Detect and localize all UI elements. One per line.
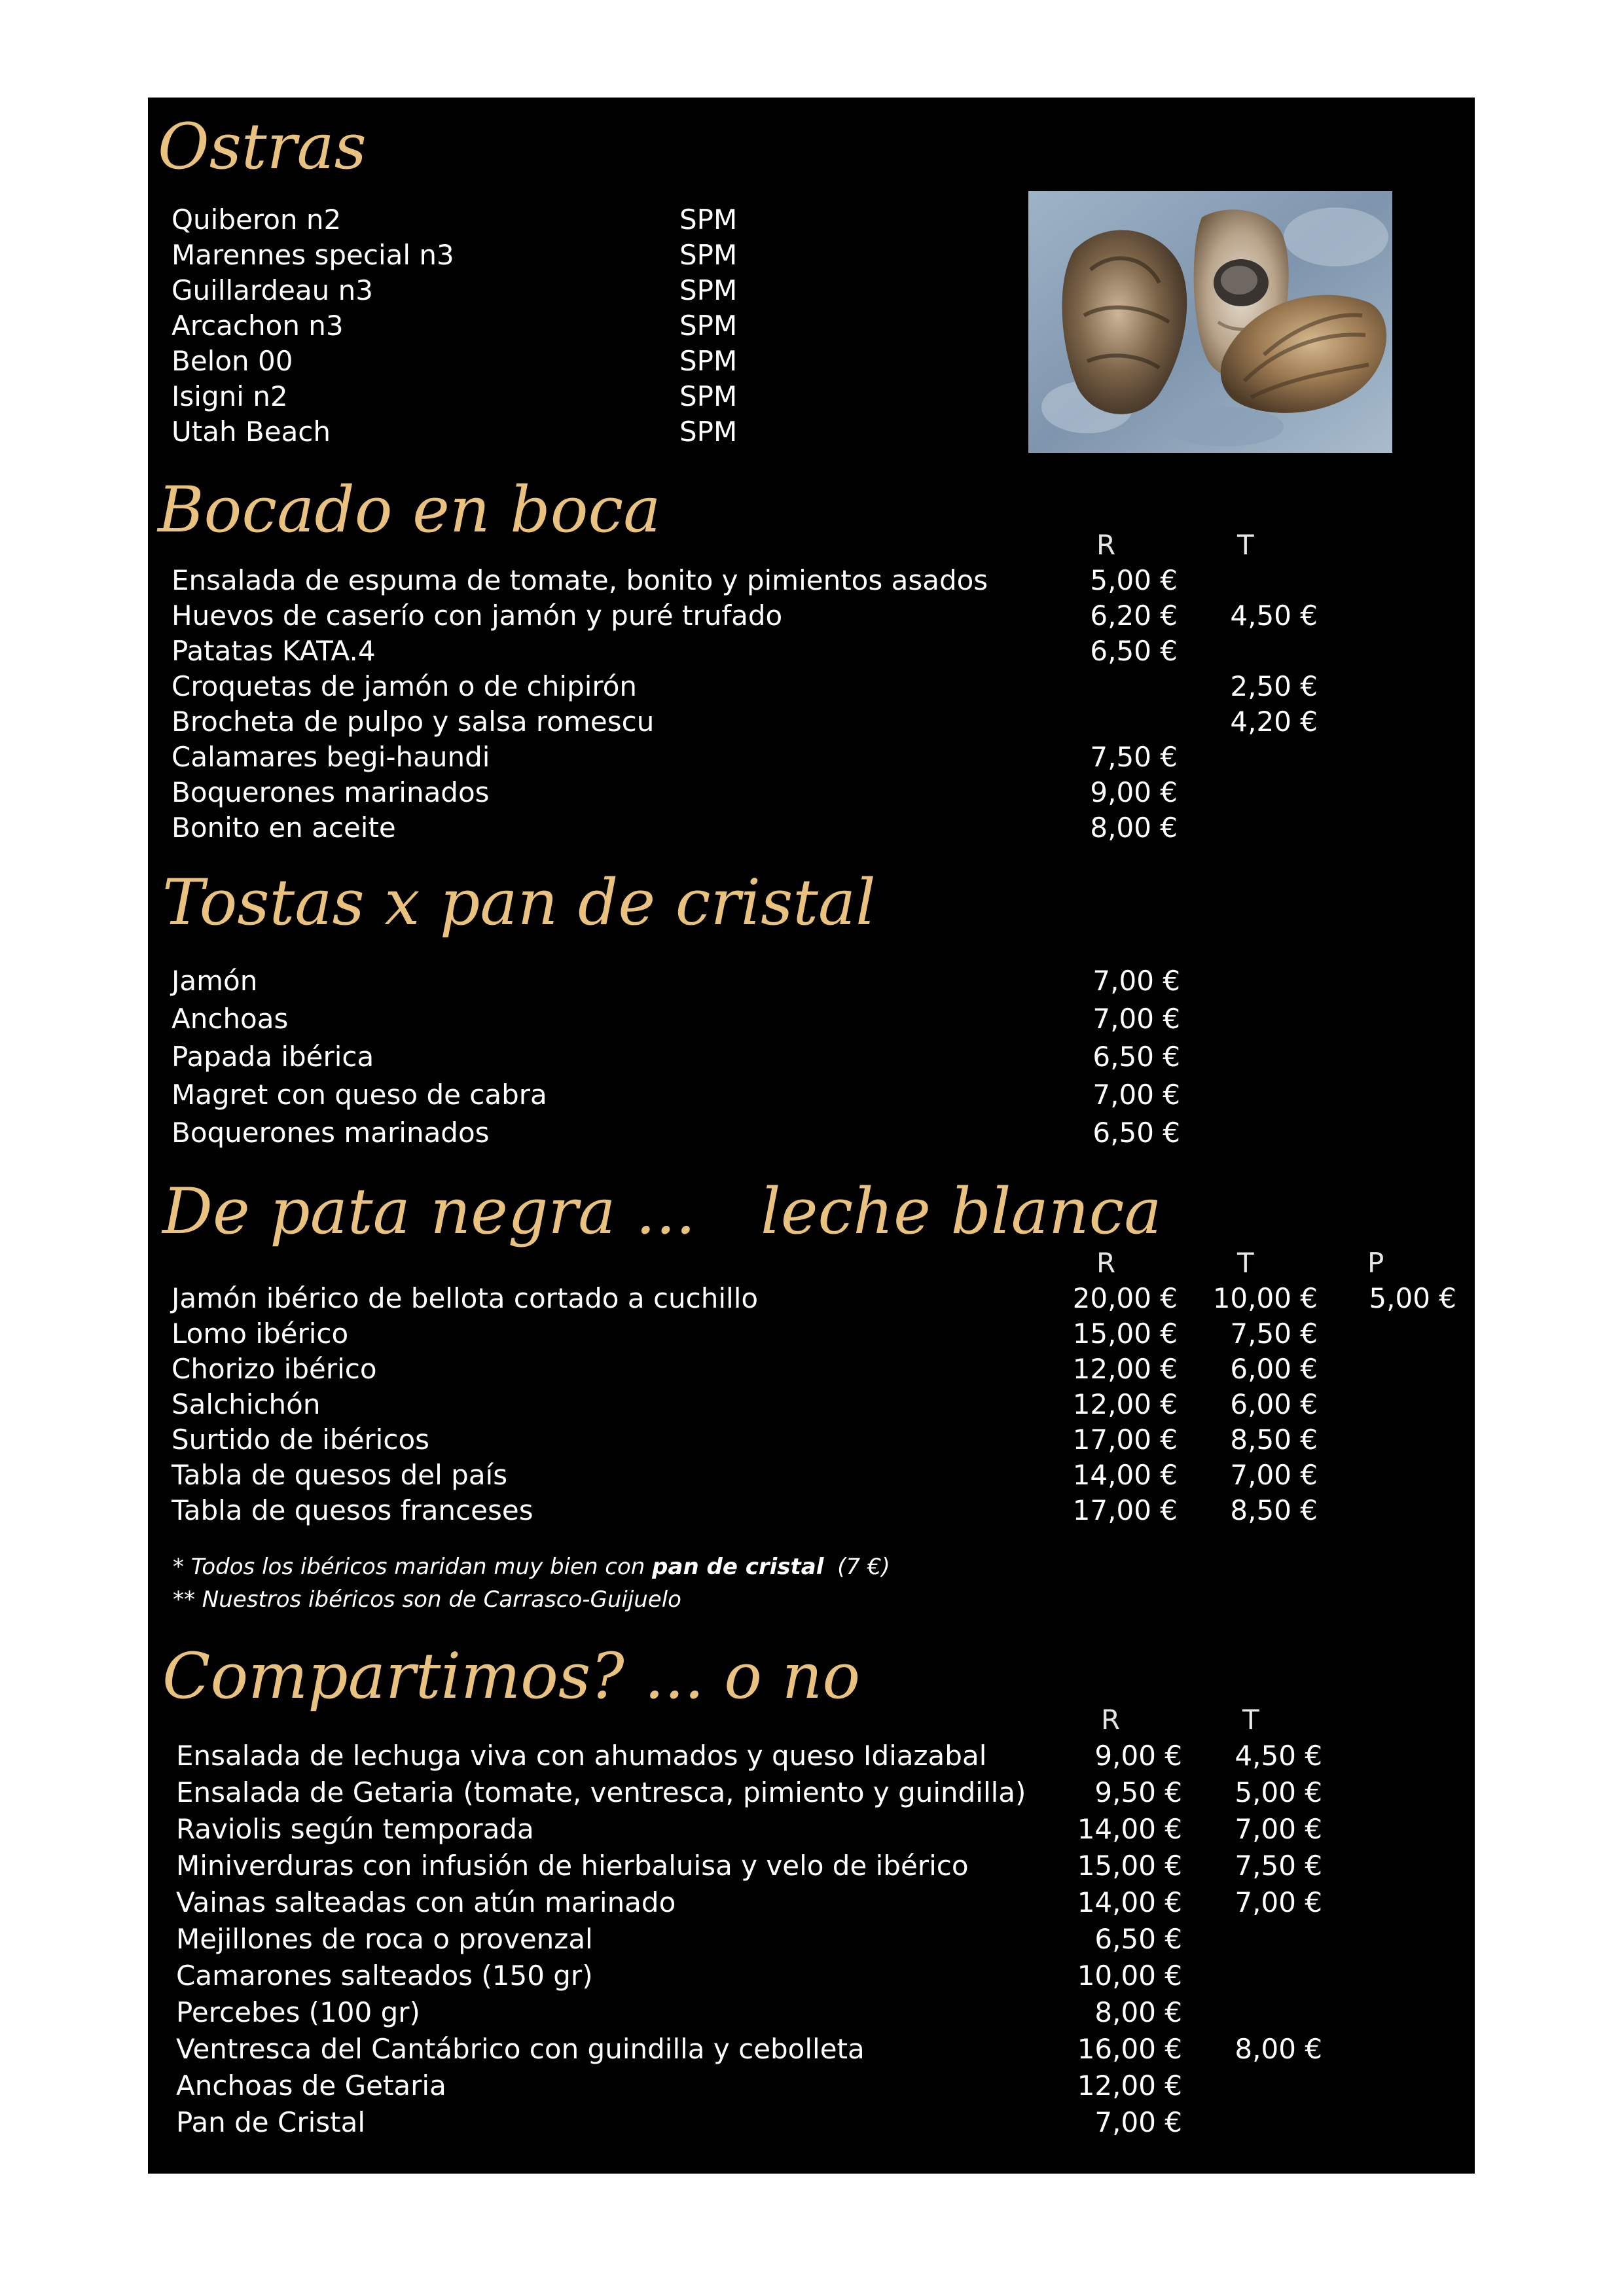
item-name: Ensalada de espuma de tomate, bonito y pimientos asados <box>171 564 988 596</box>
compartimos-row <box>148 1848 1475 1884</box>
price-r: 14,00 € <box>1077 1886 1182 1918</box>
pata-row <box>148 1387 1475 1422</box>
price-t: 8,00 € <box>1235 2033 1322 2065</box>
price-r: 17,00 € <box>1072 1494 1178 1526</box>
price-t: 6,00 € <box>1230 1353 1318 1385</box>
compartimos-row <box>148 1922 1475 1957</box>
price-r: 6,50 € <box>1092 1117 1180 1149</box>
column-header-t: T <box>1237 529 1254 561</box>
tostas-row <box>148 1077 1475 1113</box>
item-name: Brocheta de pulpo y salsa romescu <box>171 706 655 738</box>
price-t: 4,50 € <box>1235 1740 1322 1772</box>
section-title-pata-2: leche blanca <box>761 1175 1162 1248</box>
compartimos-row <box>148 2105 1475 2140</box>
item-name: Boquerones marinados <box>171 1117 490 1149</box>
compartimos-row <box>148 1958 1475 1994</box>
price-t: 5,00 € <box>1235 1776 1322 1808</box>
item-price: SPM <box>679 345 738 377</box>
price-r: 9,00 € <box>1094 1740 1182 1772</box>
item-name: Croquetas de jamón o de chipirón <box>171 670 638 702</box>
compartimos-row <box>148 2068 1475 2104</box>
item-name: Utah Beach <box>171 416 331 448</box>
compartimos-row <box>148 1885 1475 1920</box>
price-r: 16,00 € <box>1077 2033 1182 2065</box>
price-r: 6,50 € <box>1090 635 1178 667</box>
column-header-t: T <box>1237 1247 1254 1279</box>
pata-column-headers <box>148 1246 1475 1281</box>
compartimos-row <box>148 1775 1475 1810</box>
price-r: 6,20 € <box>1090 600 1178 632</box>
pata-row <box>148 1422 1475 1458</box>
menu-panel <box>148 98 1475 2174</box>
pata-row <box>148 1281 1475 1316</box>
item-name: Boquerones marinados <box>171 776 490 808</box>
compartimos-row <box>148 1738 1475 1774</box>
footnote-origen: ** Nuestros ibéricos son de Carrasco-Guijuelo <box>173 1587 681 1613</box>
price-t: 6,00 € <box>1230 1388 1318 1420</box>
price-t: 8,50 € <box>1230 1424 1318 1456</box>
section-title-tostas: Tostas x pan de cristal <box>162 866 876 939</box>
tostas-row <box>148 1115 1475 1151</box>
price-r: 12,00 € <box>1077 2070 1182 2102</box>
item-name: Vainas salteadas con atún marinado <box>176 1886 676 1918</box>
item-name: Mejillones de roca o provenzal <box>176 1923 593 1955</box>
bocado-row <box>148 704 1475 740</box>
price-r: 12,00 € <box>1072 1353 1178 1385</box>
column-header-r: R <box>1101 1704 1121 1736</box>
price-r: 8,00 € <box>1090 812 1178 844</box>
bocado-row <box>148 810 1475 846</box>
item-price: SPM <box>679 416 738 448</box>
tostas-row <box>148 1039 1475 1075</box>
item-name: Anchoas de Getaria <box>176 2070 446 2102</box>
price-r: 14,00 € <box>1077 1813 1182 1845</box>
item-name: Jamón <box>171 965 258 997</box>
bocado-row <box>148 740 1475 775</box>
item-name: Tabla de quesos del país <box>171 1459 508 1491</box>
item-name: Jamón ibérico de bellota cortado a cuchillo <box>171 1282 759 1314</box>
item-price: SPM <box>679 380 738 412</box>
bocado-row <box>148 775 1475 810</box>
price-t: 7,00 € <box>1235 1886 1322 1918</box>
footnote-maridaje <box>173 1552 890 1582</box>
price-t: 7,50 € <box>1235 1850 1322 1882</box>
compartimos-row <box>148 2032 1475 2067</box>
column-header-r: R <box>1096 1247 1116 1279</box>
pata-row <box>148 1352 1475 1387</box>
price-t: 7,00 € <box>1235 1813 1322 1845</box>
price-r: 8,00 € <box>1094 1996 1182 2028</box>
compartimos-row <box>148 1995 1475 2030</box>
price-r: 7,00 € <box>1094 2106 1182 2138</box>
price-r: 15,00 € <box>1072 1318 1178 1350</box>
footnote-text: * Todos los ibéricos maridan muy bien con <box>173 1554 645 1580</box>
item-price: SPM <box>679 310 738 342</box>
price-t: 8,50 € <box>1230 1494 1318 1526</box>
bocado-row <box>148 598 1475 634</box>
price-t: 2,50 € <box>1230 670 1318 702</box>
item-name: Chorizo ibérico <box>171 1353 377 1385</box>
item-name: Ventresca del Cantábrico con guindilla y cebolleta <box>176 2033 865 2065</box>
price-p: 5,00 € <box>1369 1282 1456 1314</box>
item-name: Anchoas <box>171 1003 289 1035</box>
column-header-t: T <box>1242 1704 1259 1736</box>
footnote-price: (7 €) <box>837 1554 890 1580</box>
item-name: Raviolis según temporada <box>176 1813 534 1845</box>
pata-row <box>148 1458 1475 1493</box>
price-t: 4,50 € <box>1230 600 1318 632</box>
item-name: Calamares begi-haundi <box>171 741 490 773</box>
item-name: Quiberon n2 <box>171 204 342 236</box>
item-price: SPM <box>679 239 738 271</box>
item-name: Patatas KATA.4 <box>171 635 376 667</box>
pata-row <box>148 1493 1475 1528</box>
price-t: 7,00 € <box>1230 1459 1318 1491</box>
item-name: Lomo ibérico <box>171 1318 349 1350</box>
price-r: 15,00 € <box>1077 1850 1182 1882</box>
item-name: Pan de Cristal <box>176 2106 366 2138</box>
price-r: 20,00 € <box>1072 1282 1178 1314</box>
item-name: Isigni n2 <box>171 380 288 412</box>
item-name: Arcachon n3 <box>171 310 344 342</box>
pata-row <box>148 1316 1475 1352</box>
bocado-column-headers <box>148 528 1475 563</box>
item-name: Percebes (100 gr) <box>176 1996 420 2028</box>
column-header-p: P <box>1367 1247 1384 1279</box>
column-header-r: R <box>1096 529 1116 561</box>
item-name: Surtido de ibéricos <box>171 1424 430 1456</box>
price-r: 12,00 € <box>1072 1388 1178 1420</box>
price-r: 7,00 € <box>1092 1079 1180 1111</box>
item-name: Papada ibérica <box>171 1041 374 1073</box>
compartimos-row <box>148 1812 1475 1847</box>
section-title-ostras: Ostras <box>158 110 367 183</box>
price-r: 17,00 € <box>1072 1424 1178 1456</box>
price-r: 9,00 € <box>1090 776 1178 808</box>
item-name: Magret con queso de cabra <box>171 1079 547 1111</box>
item-name: Marennes special n3 <box>171 239 454 271</box>
price-r: 6,50 € <box>1092 1041 1180 1073</box>
price-r: 10,00 € <box>1077 1960 1182 1992</box>
item-name: Guillardeau n3 <box>171 274 373 306</box>
item-price: SPM <box>679 204 738 236</box>
item-name: Huevos de caserío con jamón y puré trufado <box>171 600 783 632</box>
price-t: 7,50 € <box>1230 1318 1318 1350</box>
item-name: Camarones salteados (150 gr) <box>176 1960 593 1992</box>
item-name: Miniverduras con infusión de hierbaluisa y velo de ibérico <box>176 1850 969 1882</box>
item-name: Ensalada de Getaria (tomate, ventresca, pimiento y guindilla) <box>176 1776 1026 1808</box>
price-t: 4,20 € <box>1230 706 1318 738</box>
oyster-photo <box>1028 191 1392 453</box>
item-price: SPM <box>679 274 738 306</box>
section-title-compartimos: Compartimos? ... o no <box>162 1640 861 1713</box>
section-title-pata: De pata negra ... <box>162 1175 696 1248</box>
bocado-row <box>148 669 1475 704</box>
section-title-bocado: Bocado en boca <box>158 473 661 547</box>
price-r: 5,00 € <box>1090 564 1178 596</box>
item-name: Tabla de quesos franceses <box>171 1494 533 1526</box>
item-name: Bonito en aceite <box>171 812 396 844</box>
price-r: 9,50 € <box>1094 1776 1182 1808</box>
price-r: 6,50 € <box>1094 1923 1182 1955</box>
item-name: Salchichón <box>171 1388 321 1420</box>
item-name: Belon 00 <box>171 345 293 377</box>
price-r: 7,00 € <box>1092 1003 1180 1035</box>
price-r: 14,00 € <box>1072 1459 1178 1491</box>
bocado-row <box>148 563 1475 598</box>
tostas-row <box>148 1001 1475 1037</box>
compartimos-column-headers <box>148 1702 1475 1738</box>
tostas-row <box>148 963 1475 999</box>
footnote-bold: pan de cristal <box>652 1554 824 1580</box>
price-r: 7,50 € <box>1090 741 1178 773</box>
bocado-row <box>148 634 1475 669</box>
price-r: 7,00 € <box>1092 965 1180 997</box>
price-t: 10,00 € <box>1212 1282 1318 1314</box>
item-name: Ensalada de lechuga viva con ahumados y queso Idiazabal <box>176 1740 987 1772</box>
